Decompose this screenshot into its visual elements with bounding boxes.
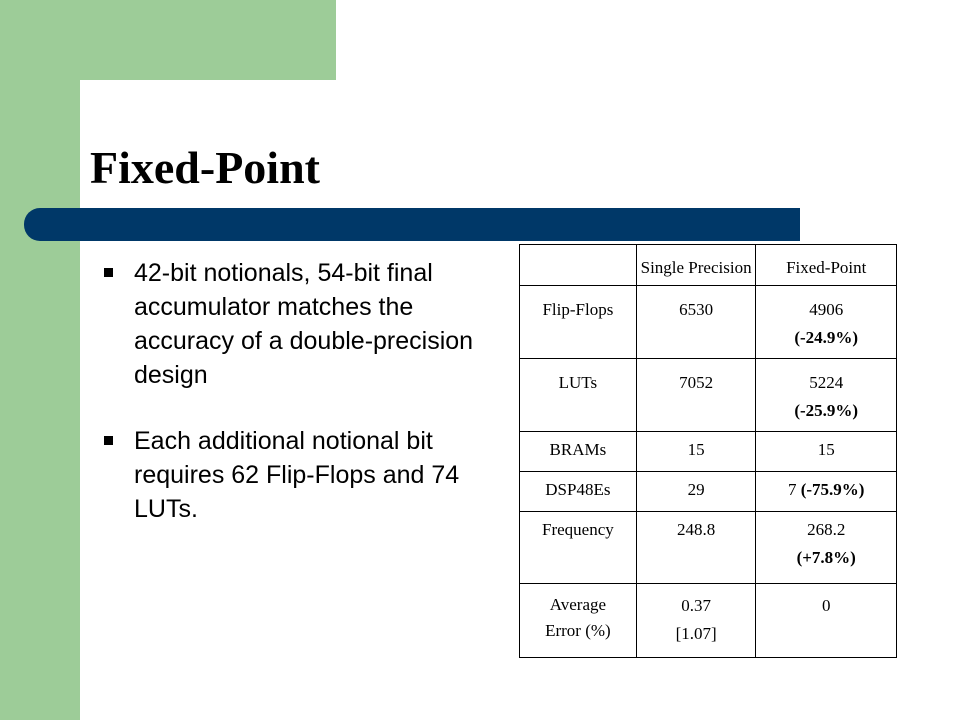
fixed-value: 0 [756, 584, 897, 658]
single-value: 29 [636, 472, 756, 512]
fixed-value: 15 [756, 432, 897, 472]
fixed-percent: (-24.9%) [794, 328, 859, 347]
table-row [520, 432, 897, 472]
bullet-text: Each additional notional bit requires 62 Flip-Flops and 74 LUTs. [134, 427, 460, 523]
header-cell-empty [520, 245, 637, 286]
header-cell-fixed: Fixed-Point [756, 245, 897, 286]
square-bullet-icon [104, 436, 113, 445]
single-value: 15 [636, 432, 756, 472]
single-value: 0.37 [1.07] [636, 584, 756, 658]
bullet-item [104, 256, 484, 392]
table-row [520, 584, 897, 658]
table-row [520, 512, 897, 584]
row-label: DSP48Es [520, 472, 637, 512]
title-underline-bar [24, 208, 800, 241]
header-cell-single: Single Precision [636, 245, 756, 286]
row-label: LUTs [520, 359, 637, 432]
fixed-value: 7 (-75.9%) [756, 472, 897, 512]
fixed-value: 4906 (-24.9%) [756, 286, 897, 359]
bullet-list [104, 256, 484, 558]
single-note: [1.07] [675, 624, 717, 643]
fixed-value: 5224 (-25.9%) [756, 359, 897, 432]
table-row [520, 472, 897, 512]
bullet-text: 42-bit notionals, 54-bit final accumulator matches the accuracy of a double-precision design [134, 259, 474, 389]
row-label: Flip-Flops [520, 286, 637, 359]
fixed-percent: (-25.9%) [794, 401, 859, 420]
table-row [520, 286, 897, 359]
green-left-panel [0, 0, 80, 720]
table-row [520, 359, 897, 432]
comparison-table [519, 244, 897, 658]
row-label: BRAMs [520, 432, 637, 472]
fixed-percent: (-75.9%) [800, 480, 865, 499]
row-label: Frequency [520, 512, 637, 584]
single-value: 6530 [636, 286, 756, 359]
single-value: 248.8 [636, 512, 756, 584]
square-bullet-icon [104, 268, 113, 277]
fixed-percent: (+7.8%) [796, 548, 856, 567]
single-value: 7052 [636, 359, 756, 432]
slide-title: Fixed-Point [90, 142, 320, 193]
fixed-value: 268.2 (+7.8%) [756, 512, 897, 584]
table-header-row [520, 245, 897, 286]
bullet-item [104, 424, 484, 526]
row-label: Average Error (%) [520, 584, 637, 658]
